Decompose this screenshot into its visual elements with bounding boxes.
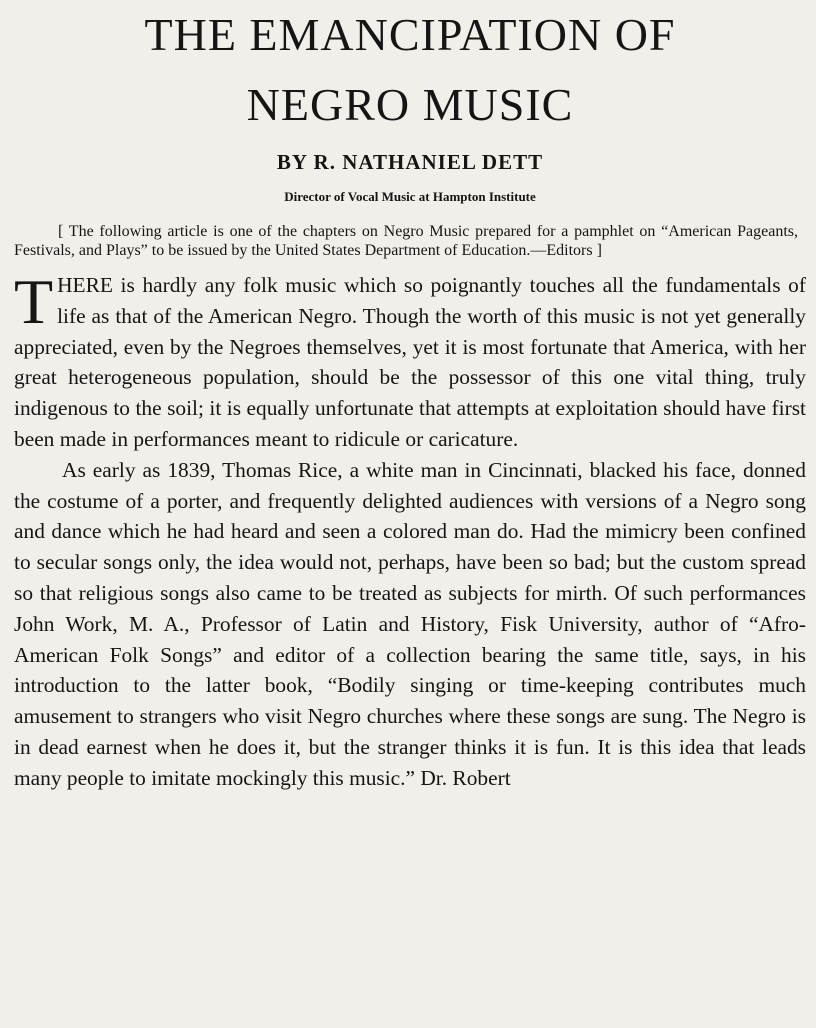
article-body [14, 266, 806, 794]
editor-note-text: [ The following article is one of the chapters on Negro Music prepared for a pamphlet on “American Pageants, Festivals, and Plays” to be issued by the United States Department of Education.—Editors ] [14, 223, 798, 259]
paragraph-1-text: HERE is hardly any folk music which so poignantly touches all the fundamentals of life as that of the American Negro. Though the worth of this music is not yet generally appreciated, even by the Negroes themselves, yet it is most fortunate that America, with her great heterogeneous population, should be the possessor of this one vital thing, truly indigenous to the soil; it is equally unfortunate that attempts at exploitation should have first been made in performances meant to ridicule or caricature. [14, 273, 806, 451]
drop-cap: T [14, 266, 54, 337]
article-title [14, 0, 806, 140]
author-affiliation: Director of Vocal Music at Hampton Institute [284, 189, 536, 204]
paragraph-2: As early as 1839, Thomas Rice, a white man in Cincinnati, blacked his face, donned the costume of a porter, and frequently delighted audiences with versions of a Negro song and dance which he had heard and seen a colored man do. Had the mimicry been confined to secular songs only, the idea would not, perhaps, have been so bad; but the custom spread so that religious songs also came to be treated as subjects for mirth. Of such performances John Work, M. A., Professor of Latin and History, Fisk University, author of “Afro-American Folk Songs” and editor of a collection bearing the same title, says, in his introduction to the latter book, “Bodily singing or time-keeping contributes much amusement to strangers who visit Negro churches where these songs are sung. The Negro is in dead earnest when he does it, but the stranger thinks it is fun. It is this idea that leads many people to imitate mockingly this music.” Dr. Robert [14, 457, 806, 790]
editor-note [14, 222, 798, 260]
paragraph-1 [14, 266, 806, 455]
author-byline: BY R. NATHANIEL DETT [276, 150, 544, 174]
title-line-1: THE EMANCIPATION OF [144, 9, 676, 60]
title-line-2: NEGRO MUSIC [246, 79, 574, 130]
